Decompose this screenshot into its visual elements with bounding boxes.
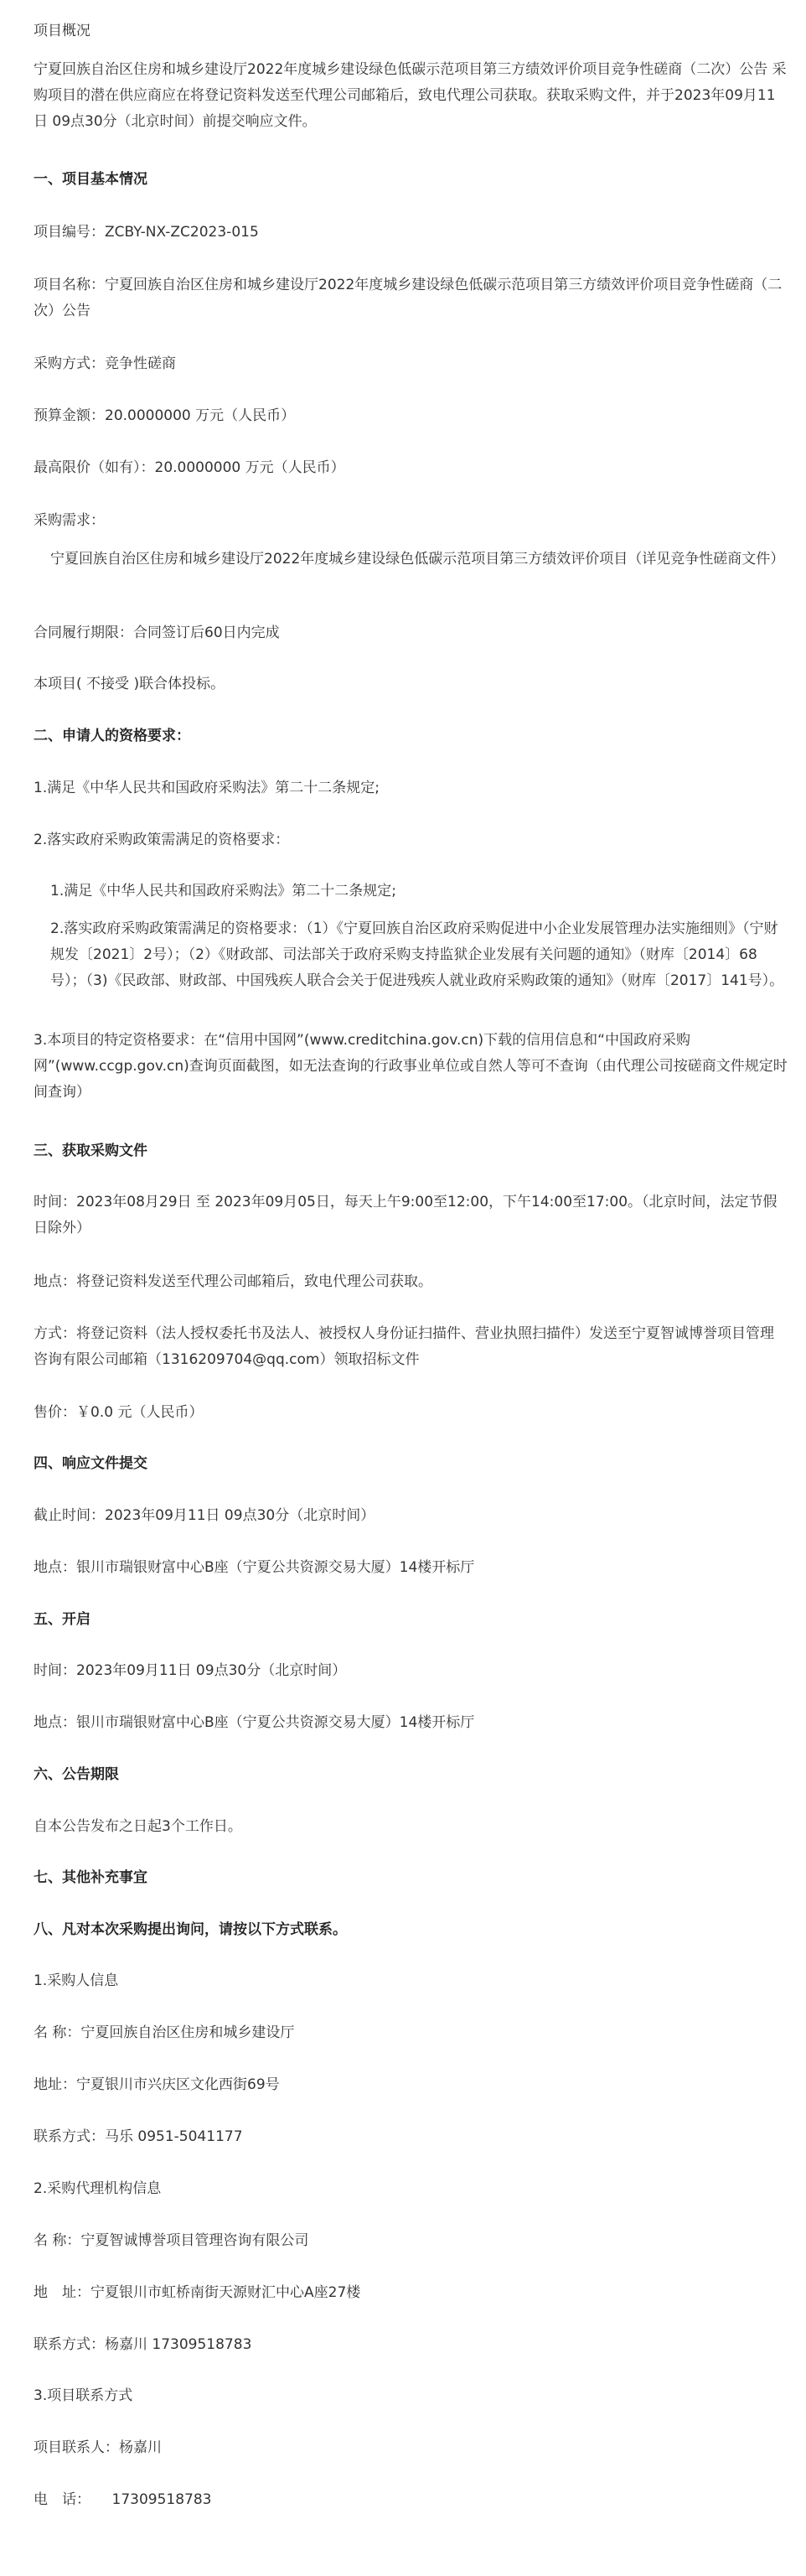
- purchaser-name: 名 称：宁夏回族自治区住房和城乡建设厅: [34, 2024, 295, 2041]
- section-1-heading: 一、项目基本情况: [34, 171, 147, 188]
- purchaser-address: 地址：宁夏银川市兴庆区文化西街69号: [34, 2076, 280, 2093]
- project-phone: 电 话： 17309518783: [34, 2491, 212, 2508]
- purchaser-contact: 联系方式：马乐 0951-5041177: [34, 2128, 243, 2145]
- agency-title: 2.采购代理机构信息: [34, 2180, 162, 2197]
- qualification-sub-2: 2.落实政府采购政策需满足的资格要求：（1）《宁夏回族自治区政府采购促进中小企业发展管理办法实施细则》（宁财规发〔2021〕2号）；（2）《财政部、司法部关于政府采购支持监狱企业发展有关问题的通知》（财库〔2014〕68号）；（3)《民政部、财政部、中国残疾人联合会关于促进残疾人就业政府采购政策的通知》（财库〔2017〕141号）。: [50, 920, 784, 989]
- acquire-method: 方式：将登记资料（法人授权委托书及法人、被授权人身份证扫描件、营业执照扫描件）发送至宁夏智诚博誉项目管理咨询有限公司邮箱（1316209704@qq.com）领取招标文件: [34, 1325, 774, 1368]
- submission-deadline: 截止时间：2023年09月11日 09点30分（北京时间）: [34, 1507, 375, 1524]
- consortium-note: 本项目( 不接受 )联合体投标。: [34, 676, 225, 692]
- project-name: 项目名称：宁夏回族自治区住房和城乡建设厅2022年度城乡建设绿色低碳示范项目第三方绩效评价项目竞争性磋商（二次）公告: [34, 277, 783, 319]
- project-number: 项目编号：ZCBY-NX-ZC2023-015: [34, 224, 259, 241]
- section-2-heading: 二、申请人的资格要求：: [34, 728, 190, 744]
- project-contact-title: 3.项目联系方式: [34, 2387, 133, 2404]
- submission-place: 地点：银川市瑞银财富中心B座（宁夏公共资源交易大厦）14楼开标厅: [34, 1559, 475, 1576]
- document-price: 售价：￥0.0 元（人民币）: [34, 1404, 204, 1421]
- section-8-heading: 八、凡对本次采购提出询问，请按以下方式联系。: [34, 1921, 347, 1938]
- section-3-heading: 三、获取采购文件: [34, 1143, 147, 1159]
- purchaser-title: 1.采购人信息: [34, 1972, 119, 1989]
- qualification-item-3: 3.本项目的特定资格要求：在“信用中国网”(www.creditchina.gov.cn)下载的信用信息和“中国政府采购网”(www.ccgp.gov.cn)查询页面截图，如无法查询的行政事业单位或自然人等可不查询（由代理公司按磋商文件规定时间查询）: [34, 1032, 788, 1101]
- project-contact-person: 项目联系人：杨嘉川: [34, 2439, 162, 2456]
- qualification-item-2: 2.落实政府采购政策需满足的资格要求：: [34, 832, 290, 848]
- acquire-place: 地点：将登记资料发送至代理公司邮箱后，致电代理公司获取。: [34, 1273, 432, 1290]
- budget-amount: 预算金额：20.0000000 万元（人民币）: [34, 407, 296, 424]
- agency-contact: 联系方式：杨嘉川 17309518783: [34, 2336, 252, 2353]
- overview-title: 项目概况: [34, 23, 90, 39]
- acquire-time: 时间：2023年08月29日 至 2023年09月05日，每天上午9:00至12:00，下午14:00至17:00。（北京时间，法定节假日除外）: [34, 1194, 778, 1236]
- max-price: 最高限价（如有）：20.0000000 万元（人民币）: [34, 459, 345, 476]
- section-5-heading: 五、开启: [34, 1611, 90, 1628]
- section-7-heading: 七、其他补充事宜: [34, 1869, 147, 1886]
- overview-text: 宁夏回族自治区住房和城乡建设厅2022年度城乡建设绿色低碳示范项目第三方绩效评价项目竞争性磋商（二次）公告 采购项目的潜在供应商应在将登记资料发送至代理公司邮箱后，致电代理公司获取。获取采购文件，并于2023年09月11日 09点30分（北京时间）前提交响应文件。: [34, 61, 787, 130]
- demand-label: 采购需求：: [34, 512, 105, 529]
- demand-text: 宁夏回族自治区住房和城乡建设厅2022年度城乡建设绿色低碳示范项目第三方绩效评价项目（详见竞争性磋商文件）: [50, 551, 785, 568]
- qualification-item-1: 1.满足《中华人民共和国政府采购法》第二十二条规定;: [34, 780, 380, 796]
- opening-place: 地点：银川市瑞银财富中心B座（宁夏公共资源交易大厦）14楼开标厅: [34, 1714, 475, 1731]
- section-4-heading: 四、响应文件提交: [34, 1455, 147, 1472]
- agency-name: 名 称：宁夏智诚博誉项目管理咨询有限公司: [34, 2232, 309, 2249]
- section-6-heading: 六、公告期限: [34, 1766, 119, 1783]
- announcement-period: 自本公告发布之日起3个工作日。: [34, 1818, 242, 1835]
- qualification-sub-1: 1.满足《中华人民共和国政府采购法》第二十二条规定;: [50, 883, 396, 899]
- opening-time: 时间：2023年09月11日 09点30分（北京时间）: [34, 1662, 347, 1679]
- contract-period: 合同履行期限：合同签订后60日内完成: [34, 625, 280, 641]
- procurement-method: 采购方式：竞争性磋商: [34, 355, 176, 372]
- agency-address: 地 址：宁夏银川市虹桥南街天源财汇中心A座27楼: [34, 2284, 361, 2301]
